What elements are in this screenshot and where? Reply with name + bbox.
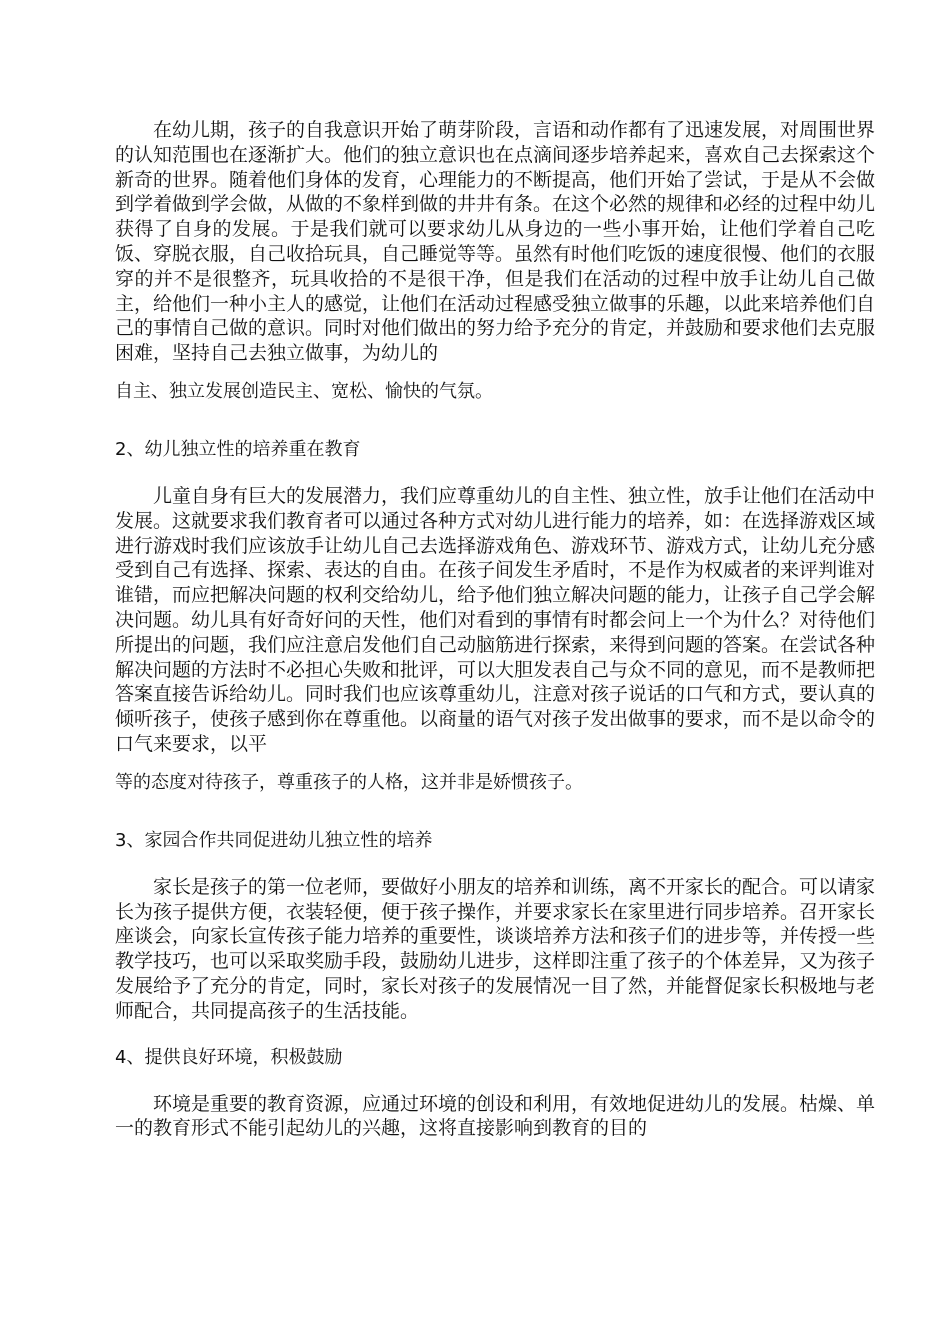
paragraph-section-2: 儿童自身有巨大的发展潜力，我们应尊重幼儿的自主性、独立性，放手让他们在活动中发展。这就要求我们教育者可以通过各种方式对幼儿进行能力的培养，如：在选择游戏区域进行游戏时我们应该放手让幼儿自己去选择游戏角色、游戏环节、游戏方式，让幼儿充分感受到自己有选择、探索、表达的自由。在孩子间发生矛盾时，不是作为权威者的来评判谁对谁错，而应把解决问题的权利交给幼儿，给予他们独立解决问题的能力，让孩子自己学会解决问题。幼儿具有好奇好问的天性，他们对看到的事情有时都会问上一个为什么？对待他们所提出的问题，我们应注意启发他们自己动脑筋进行探索，来得到问题的答案。在尝试各种解决问题的方法时不必担心失败和批评，可以大胆发表自己与众不同的意见，而不是教师把答案直接告诉给幼儿。同时我们也应该尊重幼儿，注意对孩子说话的口气和方式，要认真的倾听孩子，使孩子感到你在尊重他。以商量的语气对孩子发出做事的要求，而不是以命令的口气来要求，以平	[115, 484, 876, 755]
spacer	[115, 366, 875, 380]
document-body	[115, 118, 875, 1141]
section-heading-4: 4、提供良好环境，积极鼓励	[115, 1046, 343, 1068]
spacer	[115, 1024, 875, 1046]
paragraph-section-3: 家长是孩子的第一位老师，要做好小朋友的培养和训练，离不开家长的配合。可以请家长为孩子提供方便，衣装轻便，便于孩子操作，并要求家长在家里进行同步培养。召开家长座谈会，向家长宣传孩子能力培养的重要性，谈谈培养方法和孩子们的进步等，并传授一些教学技巧，也可以采取奖励手段，鼓励幼儿进步，这样即注重了孩子的个体差异，又为孩子发展给予了充分的肯定，同时，家长对孩子的发展情况一目了然，并能督促家长积极地与老师配合，共同提高孩子的生活技能。	[115, 875, 876, 1022]
section-heading-2: 2、幼儿独立性的培养重在教育	[115, 438, 361, 460]
section-heading-3: 3、家园合作共同促进幼儿独立性的培养	[115, 829, 433, 851]
spacer	[115, 1070, 875, 1092]
paragraph-section-2-tail: 等的态度对待孩子，尊重孩子的人格，这并非是娇惯孩子。	[115, 771, 583, 793]
paragraph-section-4: 环境是重要的教育资源，应通过环境的创设和利用，有效地促进幼儿的发展。枯燥、单一的教育形式不能引起幼儿的兴趣，这将直接影响到教育的目的	[115, 1092, 876, 1140]
spacer	[115, 757, 875, 771]
spacer	[115, 404, 875, 438]
paragraph-intro: 在幼儿期，孩子的自我意识开始了萌芽阶段，言语和动作都有了迅速发展，对周围世界的认知范围也在逐渐扩大。他们的独立意识也在点滴间逐步培养起来，喜欢自己去探索这个新奇的世界。随着他们身体的发育，心理能力的不断提高，他们开始了尝试，于是从不会做到学着做到学会做，从做的不象样到做的井井有条。在这个必然的规律和必经的过程中幼儿获得了自身的发展。于是我们就可以要求幼儿从身边的一些小事开始，让他们学着自己吃饭、穿脱衣服，自己收拾玩具，自己睡觉等等。虽然有时他们吃饭的速度很慢、他们的衣服穿的并不是很整齐，玩具收拾的不是很干净，但是我们在活动的过程中放手让幼儿自己做主，给他们一种小主人的感觉，让他们在活动过程感受独立做事的乐趣，以此来培养他们自己的事情自己做的意识。同时对他们做出的努力给予充分的肯定，并鼓励和要求他们去克服困难，坚持自己去独立做事，为幼儿的	[115, 119, 876, 365]
spacer	[115, 853, 875, 875]
spacer	[115, 795, 875, 829]
spacer	[115, 462, 875, 484]
paragraph-intro-tail: 自主、独立发展创造民主、宽松、愉快的气氛。	[115, 380, 493, 402]
